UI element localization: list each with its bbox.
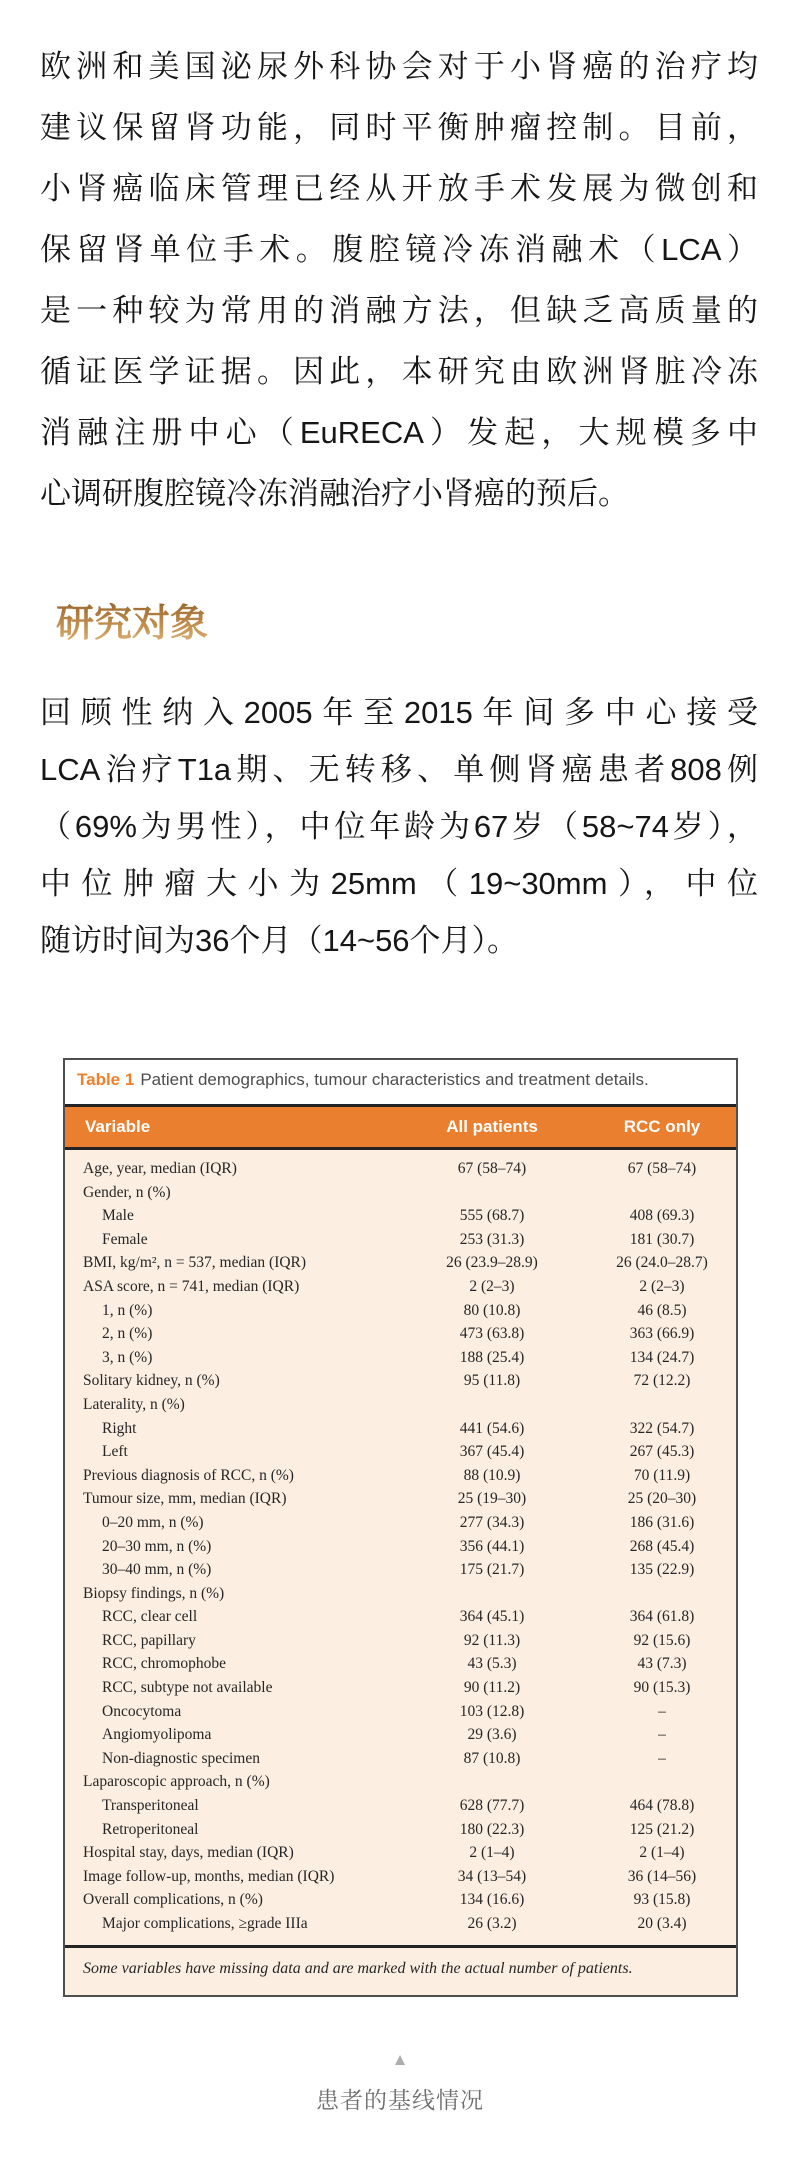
row-variable-label: Non-diagnostic specimen: [102, 1749, 260, 1767]
row-variable-label: RCC, chromophobe: [102, 1655, 226, 1673]
table-row: [65, 1700, 736, 1724]
row-variable-label: Laparoscopic approach, n (%): [83, 1773, 270, 1791]
paragraph-line: （69%为男性），中位年龄为67岁（58~74岁），: [40, 809, 758, 844]
row-all-patients-value: 134 (16.6): [459, 1891, 525, 1909]
table-row: [65, 1417, 736, 1441]
table-row: [65, 1204, 736, 1228]
row-variable-label: Oncocytoma: [102, 1702, 182, 1720]
table-row: [65, 1841, 736, 1865]
table-row: [65, 1440, 736, 1464]
table-row: [65, 1393, 736, 1417]
table-row: [65, 1487, 736, 1511]
row-all-patients-value: 555 (68.7): [459, 1207, 525, 1225]
row-variable-label: 1, n (%): [102, 1301, 153, 1319]
row-rcc-only-value: 364 (61.8): [629, 1608, 695, 1626]
row-rcc-only-value: 322 (54.7): [629, 1419, 695, 1437]
row-all-patients-value: 92 (11.3): [463, 1631, 521, 1649]
table-row: [65, 1322, 736, 1346]
row-variable-label: Gender, n (%): [83, 1183, 171, 1201]
row-rcc-only-value: 125 (21.2): [629, 1820, 695, 1838]
column-header-variable: Variable: [85, 1117, 151, 1136]
row-variable-label: 3, n (%): [102, 1348, 153, 1366]
row-rcc-only-value: 186 (31.6): [629, 1513, 695, 1531]
row-all-patients-value: 356 (44.1): [459, 1537, 525, 1555]
row-variable-label: Solitary kidney, n (%): [83, 1372, 220, 1390]
collapse-arrow-icon: ▲: [391, 2050, 409, 2069]
column-header-rcc-only: RCC only: [623, 1117, 701, 1136]
row-all-patients-value: 25 (19–30): [457, 1490, 527, 1508]
row-all-patients-value: 103 (12.8): [459, 1702, 525, 1720]
row-variable-label: Major complications, ≥grade IIIa: [102, 1915, 308, 1932]
row-rcc-only-value: 363 (66.9): [629, 1325, 695, 1343]
row-rcc-only-value: 90 (15.3): [633, 1679, 691, 1697]
table-row: [65, 1912, 736, 1936]
paragraph-line: 是一种较为常用的消融方法，但缺乏高质量的: [40, 293, 758, 328]
row-variable-label: Previous diagnosis of RCC, n (%): [83, 1466, 294, 1484]
table-body: [65, 1150, 736, 1945]
table-header-row: [65, 1104, 736, 1150]
row-rcc-only-value: 2 (1–4): [639, 1844, 685, 1862]
figure-bottom-caption: 患者的基线情况: [316, 2087, 484, 2113]
row-all-patients-value: 95 (11.8): [463, 1372, 521, 1390]
table-row: [65, 1181, 736, 1205]
paragraph-line: 保留肾单位手术。腹腔镜冷冻消融术（LCA）: [40, 232, 758, 267]
row-rcc-only-value: 2 (2–3): [639, 1277, 685, 1295]
table-row: [65, 1770, 736, 1794]
table-row: [65, 1723, 736, 1747]
row-variable-label: Biopsy findings, n (%): [83, 1584, 225, 1602]
row-rcc-only-value: 25 (20–30): [627, 1490, 697, 1508]
row-variable-label: Left: [102, 1443, 128, 1461]
row-rcc-only-value: 43 (7.3): [637, 1655, 687, 1673]
row-all-patients-value: 88 (10.9): [463, 1466, 521, 1484]
row-variable-label: Transperitoneal: [102, 1797, 199, 1815]
row-variable-label: BMI, kg/m², n = 537, median (IQR): [83, 1254, 307, 1272]
row-all-patients-value: 441 (54.6): [459, 1419, 525, 1437]
paragraph-line: 随访时间为36个月（14~56个月）。: [40, 923, 519, 958]
row-variable-label: Image follow-up, months, median (IQR): [83, 1867, 335, 1885]
table-row: [65, 1464, 736, 1488]
row-rcc-only-value: 70 (11.9): [633, 1466, 691, 1484]
row-all-patients-value: 43 (5.3): [467, 1655, 517, 1673]
row-variable-label: RCC, papillary: [102, 1631, 196, 1649]
table-row: [65, 1369, 736, 1393]
table-row: [65, 1818, 736, 1842]
row-variable-label: RCC, subtype not available: [102, 1679, 273, 1697]
table-row: [65, 1511, 736, 1535]
row-all-patients-value: 367 (45.4): [459, 1443, 525, 1461]
row-all-patients-value: 364 (45.1): [459, 1608, 525, 1626]
table1-figure: [63, 1058, 738, 1997]
row-all-patients-value: 188 (25.4): [459, 1348, 525, 1366]
row-variable-label: Laterality, n (%): [83, 1395, 185, 1413]
row-all-patients-value: 628 (77.7): [459, 1797, 525, 1815]
row-all-patients-value: 473 (63.8): [459, 1325, 525, 1343]
table-row: [65, 1888, 736, 1912]
row-all-patients-value: 29 (3.6): [467, 1726, 517, 1744]
row-variable-label: Male: [102, 1207, 134, 1225]
table-row: [65, 1275, 736, 1299]
row-rcc-only-value: 134 (24.7): [629, 1348, 695, 1366]
table-row: [65, 1747, 736, 1771]
row-all-patients-value: 26 (23.9–28.9): [446, 1254, 538, 1272]
row-rcc-only-value: 92 (15.6): [633, 1631, 691, 1649]
row-variable-label: Hospital stay, days, median (IQR): [83, 1844, 294, 1862]
table-row: [65, 1535, 736, 1559]
row-all-patients-value: 2 (2–3): [469, 1277, 515, 1295]
table-row: [65, 1582, 736, 1606]
row-variable-label: Right: [102, 1419, 137, 1437]
row-variable-label: Overall complications, n (%): [83, 1891, 263, 1909]
row-variable-label: 30–40 mm, n (%): [102, 1561, 212, 1579]
row-rcc-only-value: 268 (45.4): [629, 1537, 695, 1555]
table-caption-text: Patient demographics, tumour characteristics and treatment details.: [140, 1070, 649, 1089]
paragraph-line: 消融注册中心（EuRECA）发起，大规模多中: [40, 415, 758, 450]
paragraph-line: 回顾性纳入2005年至2015年间多中心接受: [40, 695, 758, 730]
row-rcc-only-value: 46 (8.5): [637, 1301, 687, 1319]
paragraph-line: 小肾癌临床管理已经从开放手术发展为微创和: [40, 171, 758, 206]
row-rcc-only-value: 26 (24.0–28.7): [616, 1254, 708, 1272]
row-all-patients-value: 67 (58–74): [457, 1160, 527, 1177]
row-all-patients-value: 175 (21.7): [459, 1561, 525, 1579]
paragraph-line: 循证医学证据。因此，本研究由欧洲肾脏冷冻: [40, 354, 758, 389]
row-variable-label: 0–20 mm, n (%): [102, 1513, 204, 1531]
row-all-patients-value: 80 (10.8): [463, 1301, 521, 1319]
row-rcc-only-value: 135 (22.9): [629, 1561, 695, 1579]
row-variable-label: Angiomyolipoma: [102, 1726, 212, 1744]
row-variable-label: 20–30 mm, n (%): [102, 1537, 212, 1555]
row-all-patients-value: 26 (3.2): [467, 1915, 517, 1932]
study-paragraph: [40, 684, 758, 969]
row-all-patients-value: 34 (13–54): [457, 1867, 527, 1885]
table-row: [65, 1157, 736, 1181]
paragraph-line: 心调研腹腔镜冷冻消融治疗小肾癌的预后。: [40, 476, 629, 511]
row-rcc-only-value: 408 (69.3): [629, 1207, 695, 1225]
row-rcc-only-value: –: [658, 1702, 666, 1720]
row-variable-label: ASA score, n = 741, median (IQR): [83, 1277, 300, 1295]
table-caption-label: Table 1: [77, 1070, 135, 1089]
table-row: [65, 1865, 736, 1889]
row-rcc-only-value: 267 (45.3): [629, 1443, 695, 1461]
row-rcc-only-value: 20 (3.4): [637, 1915, 687, 1932]
row-variable-label: Age, year, median (IQR): [83, 1160, 237, 1177]
row-rcc-only-value: 181 (30.7): [629, 1230, 695, 1248]
table-footnote: Some variables have missing data and are marked with the actual number of patients.: [65, 1945, 736, 1995]
row-rcc-only-value: 36 (14–56): [627, 1867, 697, 1885]
column-header-all-patients: All patients: [446, 1117, 538, 1136]
paragraph-line: 建议保留肾功能，同时平衡肿瘤控制。目前，: [40, 110, 758, 145]
paragraph-line: 中位肿瘤大小为25mm（19~30mm），中位: [40, 866, 758, 901]
table-row: [65, 1251, 736, 1275]
row-rcc-only-value: 72 (12.2): [633, 1372, 691, 1390]
table-row: [65, 1652, 736, 1676]
row-rcc-only-value: –: [658, 1749, 666, 1767]
row-variable-label: Female: [102, 1230, 148, 1248]
intro-paragraph: [40, 36, 758, 524]
row-all-patients-value: 180 (22.3): [459, 1820, 525, 1838]
row-rcc-only-value: 464 (78.8): [629, 1797, 695, 1815]
table-row: [65, 1676, 736, 1700]
row-variable-label: Tumour size, mm, median (IQR): [83, 1490, 287, 1508]
row-rcc-only-value: 93 (15.8): [633, 1891, 691, 1909]
row-variable-label: RCC, clear cell: [102, 1608, 198, 1626]
section-heading: 研究对象: [56, 603, 209, 645]
row-all-patients-value: 90 (11.2): [463, 1679, 521, 1697]
table-row: [65, 1299, 736, 1323]
row-all-patients-value: 277 (34.3): [459, 1513, 525, 1531]
row-all-patients-value: 2 (1–4): [469, 1844, 515, 1862]
table-row: [65, 1346, 736, 1370]
row-rcc-only-value: –: [658, 1726, 666, 1744]
row-all-patients-value: 87 (10.8): [463, 1749, 521, 1767]
row-rcc-only-value: 67 (58–74): [627, 1160, 697, 1177]
paragraph-line: LCA治疗T1a期、无转移、单侧肾癌患者808例: [40, 752, 758, 787]
table-row: [65, 1228, 736, 1252]
table-row: [65, 1605, 736, 1629]
table-row: [65, 1558, 736, 1582]
row-variable-label: 2, n (%): [102, 1325, 153, 1343]
row-variable-label: Retroperitoneal: [102, 1820, 199, 1838]
paragraph-line: 欧洲和美国泌尿外科协会对于小肾癌的治疗均: [40, 49, 758, 84]
row-all-patients-value: 253 (31.3): [459, 1230, 525, 1248]
table-row: [65, 1629, 736, 1653]
table-row: [65, 1794, 736, 1818]
table-caption: [65, 1060, 736, 1104]
